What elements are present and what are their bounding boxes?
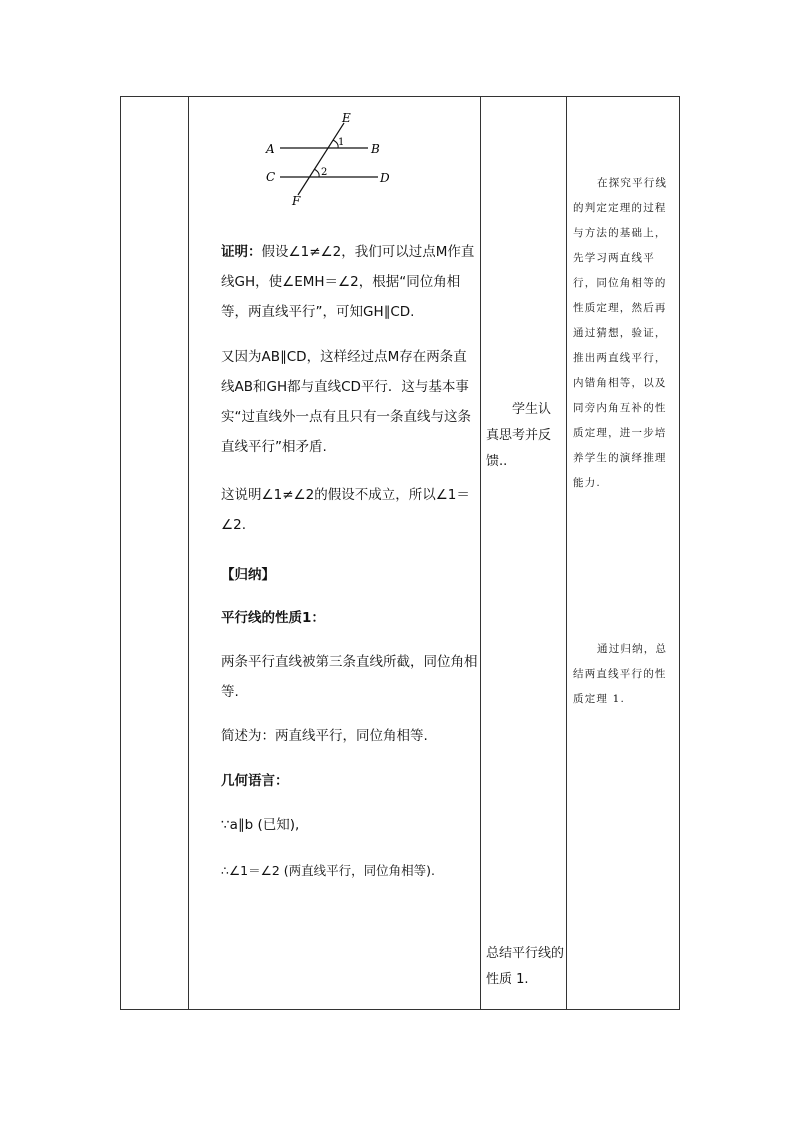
- intent-note-2: 通过归纳，总结两直线平行的性质定理 1.: [573, 643, 668, 705]
- label-b: B: [371, 142, 380, 156]
- proof-label: 证明：: [221, 244, 262, 260]
- label-c: C: [266, 170, 276, 184]
- summary-note: 总结平行线的性质 1.: [486, 946, 565, 987]
- intent-note-1: 在探究平行线的判定定理的过程与方法的基础上，先学习两直线平行，同位角相等的性质定理，然后再通过猜想，验证，推出两直线平行，内错角相等，以及同旁内角互补的性质定理，进一步培养学生的演绎推理能力.: [573, 177, 668, 489]
- summary-heading: 【归纳】: [221, 567, 275, 583]
- line-ef: [298, 123, 344, 195]
- label-e: E: [342, 111, 351, 125]
- property-short: 简述为：两直线平行，同位角相等.: [221, 728, 428, 744]
- proof-paragraph-2: 又因为AB∥CD，这样经过点M存在两条直线AB和GH都与直线CD平行．这与基本事实“过直线外一点有且只有一条直线与这条直线平行”相矛盾.: [221, 349, 471, 455]
- geometry-line-2: ∴∠1＝∠2 (两直线平行，同位角相等).: [221, 863, 435, 878]
- proof-paragraph-1: [221, 237, 479, 327]
- angle-2-arc: [314, 169, 319, 177]
- geometry-language-title: 几何语言：: [221, 773, 289, 789]
- lesson-table: [120, 96, 680, 1010]
- label-d: D: [380, 171, 390, 185]
- property-title: 平行线的性质1：: [221, 610, 325, 626]
- proof-paragraph-3: 这说明∠1≠∠2的假设不成立，所以∠1＝∠2.: [221, 487, 470, 533]
- property-text: 两条平行直线被第三条直线所截，同位角相等.: [221, 654, 478, 700]
- label-angle-1: 1: [338, 137, 345, 148]
- parallel-lines-figure: [228, 109, 398, 219]
- student-response: 学生认真思考并反馈..: [486, 402, 552, 469]
- design-intent-column: [566, 97, 680, 1009]
- label-f: F: [292, 194, 301, 208]
- label-a: A: [266, 142, 275, 156]
- proof-text-1: 假设∠1≠∠2，我们可以过点M作直线GH，使∠EMH＝∠2，根据“同位角相等，两直线平行”，可知GH∥CD.: [221, 244, 475, 320]
- geometry-line-1: ∵a∥b (已知),: [221, 817, 300, 833]
- teaching-content-column: [188, 97, 480, 1009]
- student-activity-column: [480, 97, 566, 1009]
- label-angle-2: 2: [321, 167, 328, 178]
